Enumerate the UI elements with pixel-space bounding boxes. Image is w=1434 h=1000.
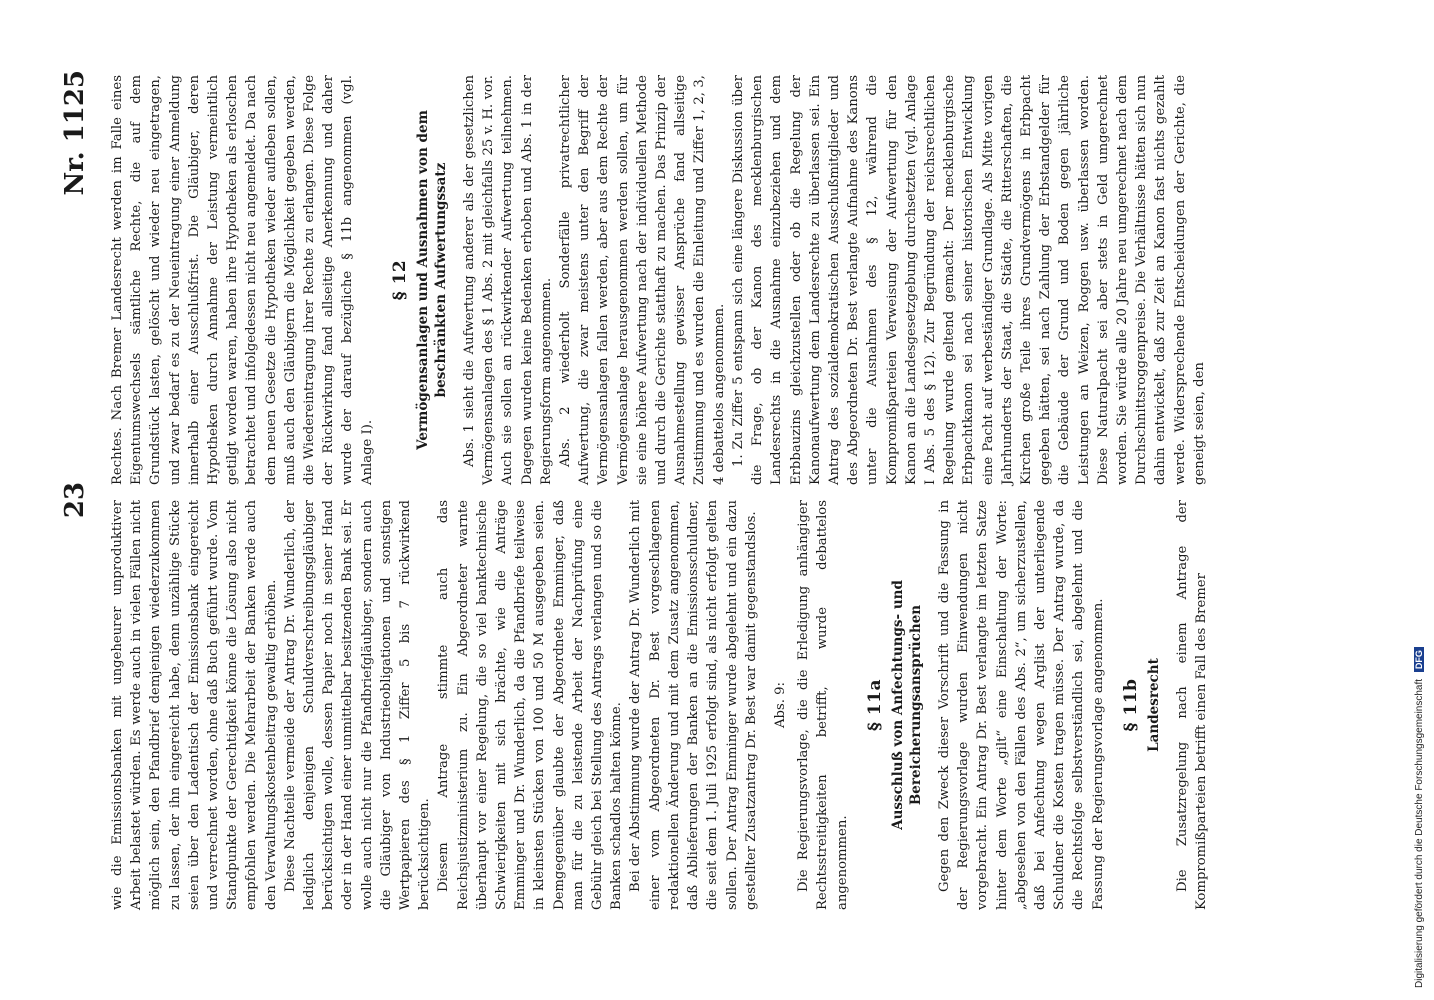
paragraph: wie die Emissionsbanken mit ungeheurer unproduktiver Arbeit belastet würden. Es werde auch in vielen Fällen nicht möglich sein, den Pfandbrief demjenigen wiederzukommen zu lassen, der ihn eingereicht habe, denn unzählige Stücke seien über den Ladentisch der Emissionsbank eingereicht und verrechnet worden, ohne daß Buch geführt wurde. Vom Standpunkte der Gerechtigkeit könne die Lösung also nicht empfohlen werden. Die Mehrarbeit der Banken werde auch den Verwaltungskostenbeitrag gewaltig erhöhen. (110, 500, 279, 910)
section-title: Vermögensanlagen und Ausnahmen von dem beschränkten Aufwertungssatz (415, 110, 450, 450)
section-heading: § 12 (389, 259, 410, 301)
section-heading: § 11b (1120, 678, 1141, 732)
section-title: Landesrecht (1145, 658, 1162, 752)
paragraph: Abs. 1 sieht die Aufwertung anderer als der gesetzlichen Vermögensanlagen des § 1 Abs. 2 mit gleichfalls 25 v. H. vor. Auch sie sollen an rückwirkender Aufwertung teilnehmen. Dagegen wurden keine Bedenken erhoben und Abs. 1 in der Regierungsform angenommen. (462, 75, 554, 485)
paragraph: Die Zusatzregelung nach einem Antrage der Kompromißparteien betrifft einen Fall des Bremer (1174, 500, 1210, 910)
paragraph: Abs. 2 wiederholt Sonderfälle privatrechtlicher Aufwertung, die zwar meistens unter den Begriff der Vermögensanlagen fallen werden, aber aus dem Rechte der Vermögensanlage herausgenommen werden sollen, um für sie eine höhere Aufwertung nach der individuellen Methode und durch die Gerichte statthaft zu machen. Das Prinzip der Ausnahmestellung gewisser Ansprüche fand allseitige Zustimmung und es wurden die Einleitung und Ziffer 1, 2, 3, 4 debattelos angenommen. (558, 75, 727, 485)
section-heading: § 11a (864, 679, 885, 731)
paragraph: Die Regierungsvorlage, die die Erledigung anhängiger Rechtsstreitigkeiten betrifft, wurde debattelos angenommen. (796, 500, 850, 910)
paragraph: Rechtes. Nach Bremer Landesrecht werden im Falle eines Eigentumswechsels sämtliche Rechte, die auf dem Grundstück lasten, gelöscht und wieder neu eingetragen, und zwar bedarf es zu der Neueintragung einer Anmeldung innerhalb einer Ausschlußfrist. Die Gläubiger, deren Hypotheken durch Annahme der Leistung vermeintlich getilgt worden waren, haben ihre Hypotheken als erloschen betrachtet und infolgedessen nicht neu angemeldet. Da nach dem neuen Gesetze die Hypotheken wieder aufleben sollen, muß auch den Gläubigern die Möglichkeit gegeben werden, die Wiedereintragung ihrer Rechte zu erlangen. Diese Folge der Rückwirkung fand allseitige Anerkennung und daher wurde der darauf bezügliche § 11b angenommen (vgl. Anlage I). (110, 75, 375, 485)
subsection-label: Abs. 9: (772, 682, 788, 728)
paragraph: Bei der Abstimmung wurde der Antrag Dr. Wunderlich mit einer vom Abgeordneten Dr. Best vorgeschlagenen redaktionellen Änderung und mit dem Zusatz angenommen, daß Ablieferungen der Banken an die Emissionsschuldner, die seit dem 1. Juli 1925 erfolgt sind, als nicht erfolgt gelten sollen. Der Antrag Emminger wurde abgelehnt und ein dazu gestellter Zusatzantrag Dr. Best war damit gegenstandslos. (628, 500, 759, 910)
paragraph: 1. Zu Ziffer 5 entspann sich eine längere Diskussion über die Frage, ob der Kanon des mecklenburgischen Landesrechts in die Ausnahme einzubeziehen und dem Erbbauzins gleichzustellen oder ob die Regelung der Kanonaufwertung dem Landesrechte zu überlassen sei. Ein Antrag des sozialdemokratischen Ausschußmitglieder und des Abgeordneten Dr. Best verlangte Aufnahme des Kanons unter die Ausnahmen des § 12, während die Kompromißparteien Verweisung der Aufwertung für den Kanon an die Landesgesetzgebung durchsetzten (vgl. Anlage I Abs. 5 des § 12). Zur Begründung der reichsrechtlichen Regelung wurde geltend gemacht: Der mecklenburgische Erbpachtkanon sei nach seiner historischen Entwicklung eine Pacht auf werbeständiger Grundlage. Als Mitte vorigen Jahrhunderts der Staat, die Städte, die Ritterschaften, die Kirchen große Teile ihres Grundvermögens in Erbpacht gegeben hätten, sei nach Zahlung der Erbstandgelder für die Gebäude der Grund und Boden gegen jährliche Leistungen an Weizen, Roggen usw. überlassen worden. Diese Naturalpacht sei aber stets in Geld umgerechnet worden. Sie würde alle 20 Jahre neu umgerechnet nach dem Durchschnittsroggenpreise. Die Verhältnisse hätten sich nun dahin entwickelt, daß zur Zeit an Kanon fast nichts gezahlt werde. Widersprechende Entscheidungen der Gerichte, die geneigt seien, den (730, 75, 1207, 485)
page-number: 23 (60, 481, 90, 519)
paragraph: Gegen den Zweck dieser Vorschrift und die Fassung in der Regierungsvorlage wurden Einwendungen nicht vorgebracht. Ein Antrag Dr. Best verlangte im letzten Satze hinter dem Worte „gilt“ eine Einschaltung der Worte: „abgesehen von den Fällen des Abs. 2“, um sicherzustellen, daß bei Anfechtung wegen Arglist der unterliegende Schuldner die Kosten tragen müsse. Der Antrag wurde, da die Rechtsfolge selbstverständlich sei, abgelehnt und die Fassung der Regierungsvorlage angenommen. (936, 500, 1106, 910)
dfg-logo: DFG (1414, 647, 1424, 672)
document-number: Nr. 1125 (60, 70, 90, 196)
paragraph: Diese Nachteile vermeide der Antrag Dr. Wunderlich, der lediglich denjenigen Schuldverschreibungsgläubiger berücksichtigen wolle, dessen Papier noch in seiner Hand oder in der Hand einer unmittelbar besitzenden Bank sei. Er wolle auch nicht nur die Pfandbriefgläubiger, sondern auch die Gläubiger von Industrieobligationen und sonstigen Wertpapieren des § 1 Ziffer 5 bis 7 rückwirkend berücksichtigen. (282, 500, 433, 910)
right-column (108, 75, 1209, 485)
paragraph: Diesem Antrage stimmte auch das Reichsjustizministerium zu. Ein Abgeordneter warnte überhaupt vor einer Regelung, die so viel banktechnische Schwierigkeiten mit sich brächte, wie die Anträge Emminger und Dr. Wunderlich, da die Pfandbriefe teilweise in kleinsten Stücken von 100 und 50 M ausgegeben seien. Demgegenüber glaubte der Abgeordnete Emminger, daß man für die zu leistende Arbeit der Nachprüfung eine Gebühr gleich bei Stellung des Antrags verlangen und so die Banken schadlos halten könne. (436, 500, 625, 910)
digitization-text: Digitalisierung gefördert durch die Deutsche Forschungsgemeinschaft (1414, 678, 1425, 988)
left-column (108, 500, 1211, 910)
digitization-note (1414, 647, 1425, 988)
section-title: Ausschluß von Anfechtungs- und Bereicherungsansprüchen (889, 580, 924, 830)
